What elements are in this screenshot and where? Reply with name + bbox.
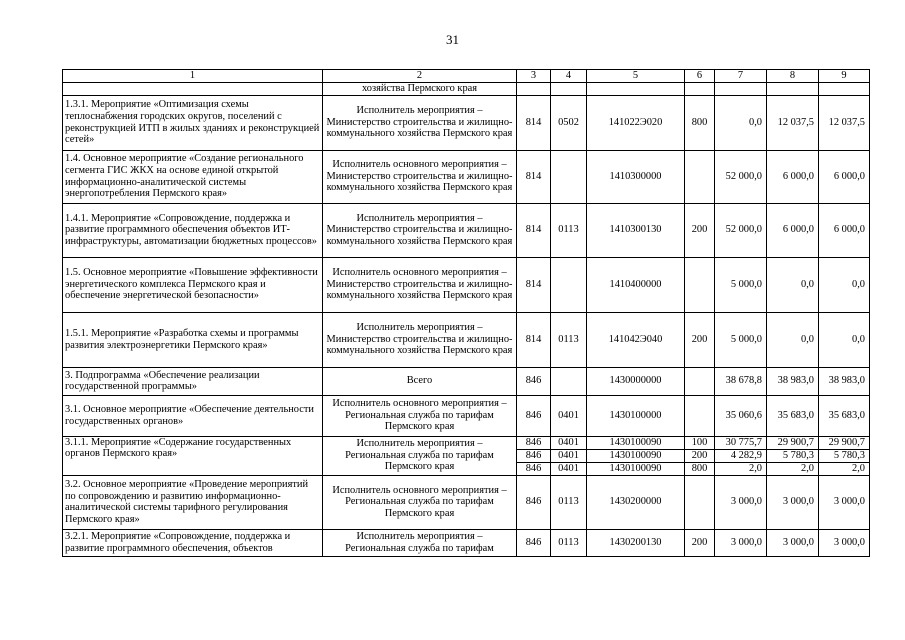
gr-code: 814 — [517, 203, 551, 257]
amount-col9: 38 983,0 — [819, 367, 870, 395]
target-code: 1430100090 — [587, 436, 685, 449]
amount-col9 — [819, 82, 870, 95]
table-row — [63, 150, 870, 203]
amount-col8: 0,0 — [767, 312, 819, 367]
amount-col7: 3 000,0 — [715, 529, 767, 556]
target-code: 1410300000 — [587, 150, 685, 203]
measure-name: 3.2.1. Мероприятие «Сопровождение, поддержка и развитие программного обеспечения, объектов — [63, 529, 323, 556]
expense-type: 200 — [685, 529, 715, 556]
amount-col9: 35 683,0 — [819, 395, 870, 436]
table-row — [63, 95, 870, 150]
page-number: 31 — [446, 32, 459, 47]
executor: Исполнитель основного мероприятия – Министерство строительства и жилищно-коммунального хозяйства Пермского края — [323, 257, 517, 312]
amount-col7: 52 000,0 — [715, 150, 767, 203]
measure-name: 3.1.1. Мероприятие «Содержание государственных органов Пермского края» — [63, 436, 323, 475]
expense-type: 200 — [685, 449, 715, 462]
executor: Всего — [323, 367, 517, 395]
expense-type — [685, 475, 715, 529]
gr-code: 814 — [517, 312, 551, 367]
gr-code: 814 — [517, 95, 551, 150]
section-code: 0401 — [551, 436, 587, 449]
amount-col9: 3 000,0 — [819, 475, 870, 529]
amount-col8: 6 000,0 — [767, 203, 819, 257]
measure-name: 1.3.1. Мероприятие «Оптимизация схемы теплоснабжения городских округов, поселений с реконструкцией ИТП в жилых зданиях и реконструкцией сетей» — [63, 95, 323, 150]
expense-type: 800 — [685, 95, 715, 150]
section-code — [551, 257, 587, 312]
target-code: 1430100090 — [587, 449, 685, 462]
amount-col8: 12 037,5 — [767, 95, 819, 150]
gr-code: 846 — [517, 475, 551, 529]
table-row — [63, 529, 870, 556]
section-code: 0113 — [551, 312, 587, 367]
gr-code — [517, 82, 551, 95]
amount-col8: 5 780,3 — [767, 449, 819, 462]
amount-col8: 29 900,7 — [767, 436, 819, 449]
gr-code: 846 — [517, 462, 551, 475]
target-code: 1430100000 — [587, 395, 685, 436]
header-col-8: 8 — [767, 70, 819, 83]
table-row — [63, 475, 870, 529]
table-row — [63, 257, 870, 312]
header-row — [63, 70, 870, 83]
executor: Исполнитель мероприятия – Региональная служба по тарифам — [323, 529, 517, 556]
target-code: 1430100090 — [587, 462, 685, 475]
amount-col7 — [715, 82, 767, 95]
measure-name: 3.1. Основное мероприятие «Обеспечение деятельности государственных органов» — [63, 395, 323, 436]
amount-col8: 38 983,0 — [767, 367, 819, 395]
amount-col8: 2,0 — [767, 462, 819, 475]
amount-col7: 4 282,9 — [715, 449, 767, 462]
amount-col9: 0,0 — [819, 257, 870, 312]
expense-type: 800 — [685, 462, 715, 475]
gr-code: 814 — [517, 150, 551, 203]
target-code: 1410300130 — [587, 203, 685, 257]
executor: Исполнитель мероприятия – Министерство строительства и жилищно-коммунального хозяйства Пермского края — [323, 203, 517, 257]
expense-type: 200 — [685, 203, 715, 257]
gr-code: 846 — [517, 395, 551, 436]
section-code: 0113 — [551, 203, 587, 257]
table-row — [63, 367, 870, 395]
amount-col9: 0,0 — [819, 312, 870, 367]
table-row — [63, 436, 870, 449]
expense-type — [685, 150, 715, 203]
expense-type: 100 — [685, 436, 715, 449]
executor: Исполнитель основного мероприятия – Министерство строительства и жилищно-коммунального хозяйства Пермского края — [323, 150, 517, 203]
executor: Исполнитель мероприятия – Региональная служба по тарифам Пермского края — [323, 436, 517, 475]
header-col-4: 4 — [551, 70, 587, 83]
amount-col9: 29 900,7 — [819, 436, 870, 449]
amount-col8: 3 000,0 — [767, 475, 819, 529]
executor: Исполнитель мероприятия – Министерство строительства и жилищно-коммунального хозяйства Пермского края — [323, 312, 517, 367]
amount-col8: 3 000,0 — [767, 529, 819, 556]
expense-type: 200 — [685, 312, 715, 367]
target-code: 141022Э020 — [587, 95, 685, 150]
section-code: 0113 — [551, 475, 587, 529]
budget-table — [62, 69, 870, 557]
header-col-2: 2 — [323, 70, 517, 83]
section-code: 0401 — [551, 449, 587, 462]
executor: Исполнитель основного мероприятия – Региональная служба по тарифам Пермского края — [323, 475, 517, 529]
target-code: 1430200000 — [587, 475, 685, 529]
section-code — [551, 150, 587, 203]
target-code: 1430200130 — [587, 529, 685, 556]
header-col-3: 3 — [517, 70, 551, 83]
header-col-1: 1 — [63, 70, 323, 83]
table-row — [63, 82, 870, 95]
amount-col7: 35 060,6 — [715, 395, 767, 436]
section-code — [551, 367, 587, 395]
amount-col9: 12 037,5 — [819, 95, 870, 150]
header-col-5: 5 — [587, 70, 685, 83]
amount-col8: 0,0 — [767, 257, 819, 312]
table-row — [63, 203, 870, 257]
target-code: 141042Э040 — [587, 312, 685, 367]
measure-name: 3. Подпрограмма «Обеспечение реализации государственной программы» — [63, 367, 323, 395]
amount-col7: 30 775,7 — [715, 436, 767, 449]
amount-col9: 3 000,0 — [819, 529, 870, 556]
measure-name: 3.2. Основное мероприятие «Проведение мероприятий по сопровождению и развитию информационно-аналитической системы тарифного регулирования Пермского края» — [63, 475, 323, 529]
measure-name: 1.5. Основное мероприятие «Повышение эффективности энергетического комплекса Пермского края и обеспечение энергетической безопасности» — [63, 257, 323, 312]
gr-code: 846 — [517, 449, 551, 462]
amount-col9: 6 000,0 — [819, 150, 870, 203]
amount-col7: 3 000,0 — [715, 475, 767, 529]
amount-col9: 5 780,3 — [819, 449, 870, 462]
amount-col7: 52 000,0 — [715, 203, 767, 257]
expense-type — [685, 367, 715, 395]
amount-col7: 5 000,0 — [715, 257, 767, 312]
amount-col9: 6 000,0 — [819, 203, 870, 257]
expense-type — [685, 395, 715, 436]
gr-code: 846 — [517, 436, 551, 449]
table-row — [63, 312, 870, 367]
target-code: 1410400000 — [587, 257, 685, 312]
amount-col7: 5 000,0 — [715, 312, 767, 367]
measure-name: 1.4. Основное мероприятие «Создание регионального сегмента ГИС ЖКХ на основе единой открытой информационно-аналитической системы энергопотребления Пермского края» — [63, 150, 323, 203]
amount-col9: 2,0 — [819, 462, 870, 475]
gr-code: 846 — [517, 529, 551, 556]
header-col-6: 6 — [685, 70, 715, 83]
section-code — [551, 82, 587, 95]
amount-col7: 38 678,8 — [715, 367, 767, 395]
amount-col8: 35 683,0 — [767, 395, 819, 436]
section-code: 0401 — [551, 395, 587, 436]
target-code — [587, 82, 685, 95]
section-code: 0502 — [551, 95, 587, 150]
measure-name — [63, 82, 323, 95]
executor: Исполнитель мероприятия – Министерство строительства и жилищно-коммунального хозяйства Пермского края — [323, 95, 517, 150]
section-code: 0401 — [551, 462, 587, 475]
table-row — [63, 395, 870, 436]
expense-type — [685, 257, 715, 312]
measure-name: 1.5.1. Мероприятие «Разработка схемы и программы развития электроэнергетики Пермского края» — [63, 312, 323, 367]
header-col-7: 7 — [715, 70, 767, 83]
amount-col8: 6 000,0 — [767, 150, 819, 203]
target-code: 1430000000 — [587, 367, 685, 395]
gr-code: 814 — [517, 257, 551, 312]
amount-col8 — [767, 82, 819, 95]
header-col-9: 9 — [819, 70, 870, 83]
measure-name: 1.4.1. Мероприятие «Сопровождение, поддержка и развитие программного обеспечения объектов ИТ-инфраструктуры, автоматизации бюджетных процессов» — [63, 203, 323, 257]
expense-type — [685, 82, 715, 95]
section-code: 0113 — [551, 529, 587, 556]
gr-code: 846 — [517, 367, 551, 395]
executor: хозяйства Пермского края — [323, 82, 517, 95]
amount-col7: 0,0 — [715, 95, 767, 150]
amount-col7: 2,0 — [715, 462, 767, 475]
executor: Исполнитель основного мероприятия – Региональная служба по тарифам Пермского края — [323, 395, 517, 436]
